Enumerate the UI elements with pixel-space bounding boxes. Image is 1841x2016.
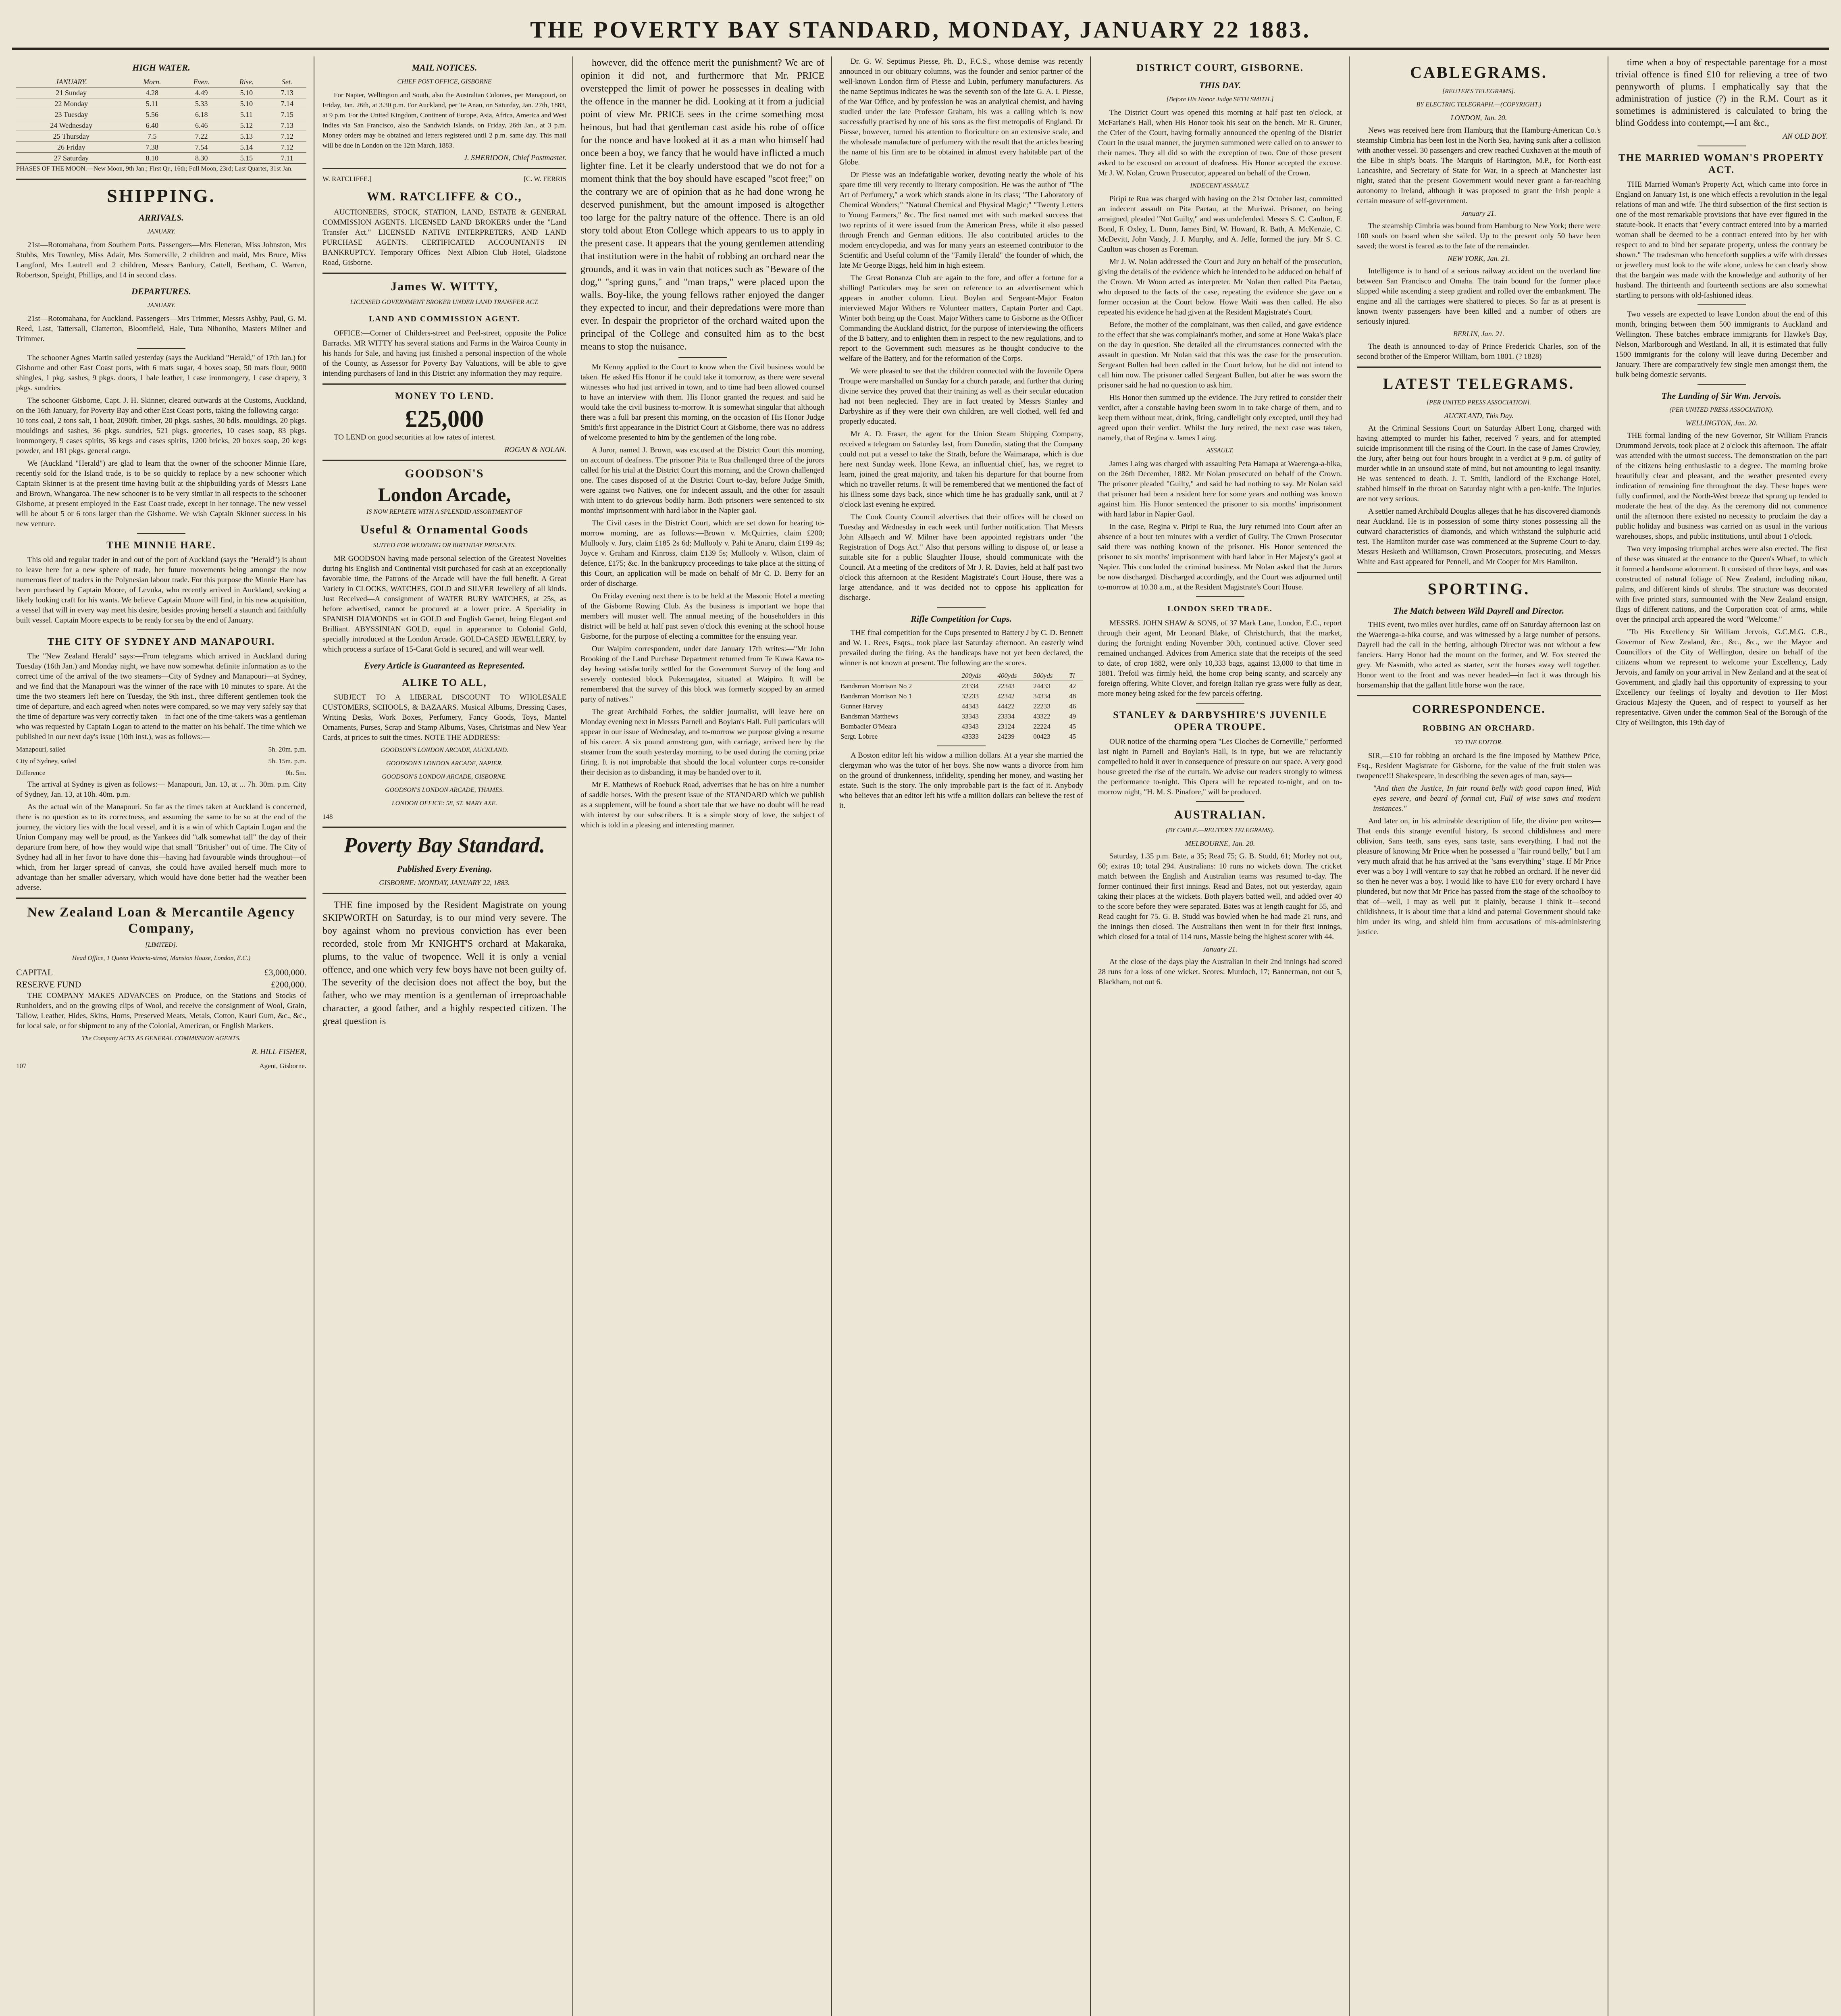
correspondence-heading: CORRESPONDENCE.: [1412, 702, 1546, 716]
tide-header: Rise.: [225, 77, 268, 87]
tide-cell: 5.15: [225, 153, 268, 164]
reserve-value: £200,000.: [271, 979, 306, 989]
this-day: THIS DAY.: [1199, 80, 1241, 90]
table-row: [16, 120, 306, 131]
news-paragraph: Mr Kenny applied to the Court to know when the Civil business would be taken. He asked His Honor if he could take it tomorrow, as there were several witnesses who had just arrived in town, and to time had been allowed counsel to have an interview with them. His Honor granted the request and said he would take the civil business to-morrow. It is somewhat singular that although there was a full bar present this morning, on the occasion of His Honor Judge Smith's first appearance in the District Court at Gisborne, there was no address of welcome presented to him by the gentlemen of the long robe.: [580, 363, 824, 442]
score-cell: 00423: [1033, 733, 1051, 740]
court-paragraph: His Honor then summed up the evidence. The Jury retired to consider their verdict, after a constable having been sworn in to take charge of them, and to keep them without meat, drink, firing, candlelight only excepted, until they had agreed upon their verdict. Whilst the Jury retired, the next case was taken, namely, that of Regina v. James Laing.: [1098, 394, 1342, 442]
score-cell: 49: [1069, 712, 1076, 720]
tide-cell: 24 Wednesday: [16, 120, 127, 131]
tide-cell: 6.40: [127, 120, 178, 131]
article-paragraph: This old and regular trader in and out of the port of Auckland (says the "Herald") is about to leave here for a new sphere of trade, her future movements being amongst the now numerous fleet of traders in the Polynesian labour trade. For this purpose the Minnie Hare has been purchased by Captain Moore, of Levuka, who recently arrived in Auckland, seeking a likely looking craft for his wants. We believe Captain Moore will find, in his new acquisition, a vessel that will in every way meet his desire, besides proving herself a staunch and faithfully built vessel. Captain Moore expects to be ready for sea by the end of January.: [16, 556, 306, 625]
score-cell: 42342: [997, 692, 1015, 700]
score-cell: 33343: [961, 712, 979, 720]
seed-heading: LONDON SEED TRADE.: [1167, 604, 1273, 613]
tide-cell: 7.54: [178, 142, 225, 153]
score-cell: 23334: [961, 682, 979, 690]
race-value: 5h. 20m. p.m.: [268, 746, 306, 753]
court-paragraph: Mr J. W. Nolan addressed the Court and Jury on behalf of the prosecution, giving the details of the evidence which he intended to be adduced on behalf of the Crown. Mr Woon acted as interpreter. Mr Nolan then called Pita Paetau, who deposed to the facts of the case, repeating the evidence she gave on a former occasion at the Court below. Howe Waiti was then called. He also repeated his evidence he had given at the Resident Magistrate's Court.: [1098, 258, 1342, 317]
section-rule: [322, 168, 566, 169]
melbourne-dateline: MELBOURNE, Jan. 20.: [1185, 839, 1255, 848]
article-paragraph: The arrival at Sydney is given as follows:— Manapouri, Jan. 13, at ... 7h. 30m. p.m. City of Sydney, Jan. 13, at 10h. 40m. p.m.: [16, 780, 306, 799]
moon-phases: PHASES OF THE MOON.—New Moon, 9th Jan.; First Qr., 16th; Full Moon, 23rd; Last Quarter, 31st Jan.: [16, 165, 293, 172]
score-cell: 45: [1069, 723, 1076, 730]
press-line: [PER UNITED PRESS ASSOCIATION].: [1426, 399, 1531, 406]
agent-row: [16, 1061, 306, 1071]
agent-name: R. HILL FISHER,: [252, 1048, 306, 1056]
divider: [1697, 384, 1746, 385]
wellington-dateline: WELLINGTON, Jan. 20.: [1685, 419, 1758, 427]
column-3: [580, 56, 824, 2016]
article-paragraph: We (Auckland "Herald") are glad to learn that the owner of the schooner Minnie Hare, recently sold for the Island trade, is to be so quickly to replace by a new schooner which Captain Skinner is at the present time having built at the shipbuilding yards of Messrs Lane and Brown, Whangaroa. The new schooner is to be very similar in all respects to the schooner Gisborne, at present employed in the East Coast trade, except in her tonnage. The new vessel will be about 5 or 6 tons larger than the Gisborne. We wish Captain Skinner success in his new venture.: [16, 459, 306, 528]
masthead-rule: [12, 48, 1829, 50]
section-rule: [16, 898, 306, 899]
column-1: [16, 56, 306, 2016]
court-paragraph: Piripi te Rua was charged with having on the 21st October last, committed an indecent assault on Pita Paetau, at the Muriwai. Prisoner, on being arraigned, pleaded "Not Guilty," and was undefended. Messrs S. C. Caulton, F. Bond, F. Oxley, L. Dunn, James Bird, W. Howard, R. Bath, A. McKenzie, C. McDevitt, John Vandy, J. J. Murphy, and A. Jelfe, formed the jury. Mr S. C. Caulton was chosen as Foreman.: [1098, 195, 1342, 254]
mail-signature: J. SHERIDON, Chief Postmaster.: [464, 154, 566, 162]
sporting-heading: SPORTING.: [1427, 580, 1530, 598]
tide-cell: 25 Thursday: [16, 131, 127, 142]
tide-cell: 27 Saturday: [16, 153, 127, 164]
table-row: [839, 711, 1083, 721]
score-cell: 48: [1069, 692, 1076, 700]
score-cell: 32233: [961, 692, 979, 700]
score-header: [839, 671, 960, 681]
race-row: [16, 756, 306, 766]
tide-cell: 7.12: [268, 142, 306, 153]
rifle-text: THE final competition for the Cups presented to Battery J by C. D. Bennett and W. L. Rees, Esqrs., took place last Saturday afternoon. An easterly wind prevailed during the firing. As the handicaps have not yet been declared, the winner is not known at present. The following are the scores.: [839, 629, 1083, 667]
divider: [937, 607, 986, 608]
table-row: [839, 731, 1083, 741]
table-row: [16, 109, 306, 120]
minnie-heading: THE MINNIE HARE.: [106, 540, 216, 551]
race-value: 0h. 5m.: [285, 769, 306, 777]
married-heading: THE MARRIED WOMAN'S PROPERTY ACT.: [1618, 152, 1824, 175]
section-rule: [322, 893, 566, 894]
column-7: [1616, 56, 1827, 2016]
ad-number-row: [322, 812, 566, 822]
table-row: [839, 721, 1083, 731]
court-paragraph: Before, the mother of the complainant, was then called, and gave evidence to the effect that she was complainant's mother, and some at Hone Waka's place on the day in question. She detailed all the circumstances connected with the assault in question. Mr Nolan said that this was the case for the prosecution. Sergeant Bullen had been called in the Court below, but he did not intend to call him now. The prisoner called Sergeant Bullen, but after he was sworn the prisoner said he had no question to ask him.: [1098, 321, 1342, 389]
opera-heading: STANLEY & DARBYSHIRE'S JUVENILE OPERA TROUPE.: [1113, 710, 1327, 733]
court-paragraph: James Laing was charged with assaulting Peta Hamapa at Waerenga-a-hika, on the 26th December, 1882. Mr Nolan prosecuted on behalf of the Crown. The prisoner pleaded "Guilty," and said he had nothing to say. Mr Nolan said that prisoner had been a resident here for some years and nothing was known against him. His Honor sentenced the prisoner to six months' imprisonment with hard labor in Napier Gaol.: [1098, 460, 1342, 519]
sydney-heading: THE CITY OF SYDNEY AND MANAPOURI.: [47, 636, 275, 647]
money-heading: MONEY TO LEND.: [395, 391, 494, 402]
before-judge: [Before His Honor Judge SETH SMITH.]: [1166, 96, 1274, 103]
score-cell: 23334: [997, 712, 1015, 720]
ratcliffe-right: [C. W. FERRIS: [524, 175, 566, 183]
telegram-paragraph: A settler named Archibald Douglas alleges that he has discovered diamonds near Auckland. He is in possession of some thirty stones possessing all the outward characteristics of diamonds, and which withstand the sulphuric acid test. The Hamilton murder case was commenced at the Supreme Court to-day. Messrs Hesketh and Williamson, Crown Prosecutors, prosecuting, and Messrs White and East appeared for Pennell, and Mr Cooper for Mrs Hamilton.: [1357, 507, 1601, 566]
race-label: Difference: [16, 769, 46, 777]
latest-heading: LATEST TELEGRAMS.: [1383, 375, 1575, 392]
press-line: (PER UNITED PRESS ASSOCIATION).: [1669, 406, 1774, 413]
tide-header: Morn.: [127, 77, 178, 87]
departures-text: 21st—Rotomahana, for Auckland. Passengers—Mrs Trimmer, Messrs Ashby, Paul, G. M. Reed, Last, Tattersall, Clatterton, Bloomfield, Hale, Tuta Nihoniho, Masters Milner and Trimmer.: [16, 314, 306, 343]
jervois-paragraph: Two very imposing triumphal arches were also erected. The first of these was situated at the entrance to the Queen's Wharf, to which it formed a handsome adornment. It consisted of three bays, and was constructed of natural foliage of New Zealand, including nikau, palms, and different kinds of shrubs. The structure was decorated with five printed stars, surmounted with the New Zealand ensign, flags of different nations, and the Corporation coat of arms, while over the principal arch appeared the word "Welcome.": [1616, 545, 1827, 624]
letter-quote: "And then the Justice, In fair round belly with good capon lined, With eyes severe, and beard of formal cut, Full of wise saws and modern instances.": [1373, 784, 1601, 813]
section-rule: [322, 827, 566, 828]
arrivals-text: 21st—Rotomahana, from Southern Ports. Passengers—Mrs Fleneran, Miss Johnston, Mrs Stubbs, Mrs Townley, Miss Adair, Mrs Somerville, 2 children and maid, Mrs Bruce, Miss Langford, Mrs Lautrell and 2 children, Messrs Banbury, Cattell, Beetham, C. Warren, Robertson, Speight, Phillips, and 14 in second class.: [16, 241, 306, 279]
loan-body: THE COMPANY MAKES ADVANCES on Produce, on the Stations and Stocks of Runholders, and on the growing clips of Wool, and receive the consignment of Wool, Grain, Tallow, Leather, Hides, Skins, Horns, Preserved Meats, Metals, Cotton, Kauri Gum, &c., &c., for local sale, or for shipment to any of the Colonial, American, or English Markets.: [16, 991, 306, 1030]
witty-title: James W. WITTY,: [391, 280, 498, 293]
tide-cell: 5.14: [225, 142, 268, 153]
tide-cell: 5.11: [127, 98, 178, 109]
court-paragraph: The District Court was opened this morning at half past ten o'clock, at McFarlane's Hall, when His Honor took his seat on the bench. Mr R. Gruner, the Crier of the Court, having formally announced the opening of the District Court in the usual manner, the jurymen summoned were called on to answer to their names. They all did so with the exception of two. One of those present asked to be excused on account of deafness. His Honor accepted the excuse. Mr J. W. Nolan, Crown Prosecutor, appeared on behalf of the Crown.: [1098, 108, 1342, 177]
score-cell: 44343: [961, 702, 979, 710]
reserve-row: [16, 979, 306, 991]
masthead: THE POVERTY BAY STANDARD, MONDAY, JANUARY 22 1883.: [530, 17, 1311, 43]
berlin-dateline: BERLIN, Jan. 21.: [1453, 330, 1505, 338]
guarantee-line: Every Article is Guaranteed as Represented.: [364, 660, 525, 671]
seed-paragraph: MESSRS. JOHN SHAW & SONS, of 37 Mark Lane, London, E.C., report through their agent, Mr Leonard Blake, of Christchurch, that the market, during the fortnight ending November 30th, continued active. Clover seed remained unchanged. Advices from America state that the receipts of the seed to date, of crop 1882, were only 10,333 bags, against 13,000 to that time in 1881. Trefoil was firmly held, the home crop being scanty, and scarcely any foreign offering. White Clover, and foreign Italian rye grass were fully as dear, more money being asked for the few parcels offering.: [1098, 619, 1342, 698]
paper-date: GISBORNE: MONDAY, JANUARY 22, 1883.: [379, 879, 510, 887]
tide-cell: 5.11: [225, 109, 268, 120]
cricket-paragraph: At the close of the days play the Australian in their 2nd innings had scored 28 runs for a loss of one wicket. Scores: Murdoch, 17; Bannerman, not out 5, Blackham, not out 6.: [1098, 958, 1342, 986]
column-6: [1357, 56, 1601, 2016]
cable-paragraph: Intelligence is to hand of a serious railway accident on the overland line between San Francisco and Omaha. The train bound for the former place slipped while ascending a steep gradient and rolled over the embankment. The engine and all the carriages were shattered to pieces. So far as at present is known twenty passengers have been killed and a number of others are seriously injured.: [1357, 267, 1601, 326]
tide-cell: 7.15: [268, 109, 306, 120]
capital-value: £3,000,000.: [264, 967, 306, 977]
tide-cell: 7.13: [268, 87, 306, 98]
score-cell: 45: [1069, 733, 1076, 740]
ad-number: 148: [322, 813, 333, 821]
leader-continued: however, did the offence merit the punishment? We are of opinion it did not, and furthermore that Mr. PRICE overstepped the limit of power he possesses in dealing with the offence in the manner he did. Looking at it from a judicial point of view Mr. PRICE sees in the crime something most heinous, but had that gentleman cast aside his robe of office for the nonce and have looked at it as a man who himself had once been a boy, we fancy that he would have inflicted a much lighter fine. Let it be clearly understood that we do not for a moment think that the boy should have escaped "scot free;" on the contrary we are of opinion that as he had done wrong he deserved punishment, but the amount imposed is altogether too large for the paltry nature of the offence. There is an old story told about Eton College which appears to us to apply in the present case. It appears that the young gentlemen attending that institution were in the habit of robbing an orchard near the grounds, and it was in vain that notices such as "Beware of the dog," "spring guns," and "man traps," were placed upon the walls. Boy-like, the young fellows rather enjoyed the danger they expected to incur, and their depredations were more than ever. In despair the proprietor of the orchard waited upon the principal of the College and consulted him as to the best means to stop the nuisance.: [580, 58, 824, 352]
column-separator: [831, 56, 832, 2016]
divider: [1196, 703, 1244, 704]
address-line: GOODSON'S LONDON ARCADE, AUCKLAND.: [380, 747, 509, 754]
score-cell: 44422: [997, 702, 1015, 710]
news-paragraph: Dr Piesse was an indefatigable worker, devoting nearly the whole of his spare time till very recently to literary composition. He was the author of "The Art of Perfumery," a work which stands alone in its class; "The Laboratory of Chemical Wonders;" "Natural Chemical and Physical Magic;" "Twenty Letters to Young Farmers," &c. The first named met with such marked success that two reprints of it were issued from the American Press, while it also passed through French and German editions. He also contributed articles to the modern encyclopedia, and was for many years an esteemed contributor to the Scientific and Useful column of the "Family Herald" the founder of which, the late Mr George Biggs, held him in high esteem.: [839, 171, 1083, 270]
married-paragraph: THE Married Woman's Property Act, which came into force in England on January 1st, is one which effects a revolution in the legal relations of man and wife. The third subsection of the first section is one of the most remarkable provisions that have ever figured in the statute-book. It enacts that "every contract entered into by a married woman shall be deemed to be a contract entered into by her with respect to and to bind her separate property, unless the contrary be shown." The tradesman who henceforth supplies a wife with dresses or jewellery must look to the wife alone, unless he can clearly show that the bargain was made with the knowledge and authority of her husband. The thirteenth and fourteenth sections are also somewhat startling to persons with old-fashioned ideas.: [1616, 180, 1827, 300]
shipping-heading: SHIPPING.: [107, 185, 216, 206]
score-cell: 24239: [997, 733, 1015, 740]
article-paragraph: The schooner Gisborne, Capt. J. H. Skinner, cleared outwards at the Customs, Auckland, on the 16th January, for Poverty Bay and other East Coast ports, taking the following cargo:—10 tons coal, 2 tons salt, 1 boat, 2090ft. timber, 20 pkgs. sashes, 30 bdls. mouldings, 20 pkgs. mouldings and sashes, 36 pkgs. sundries, 521 pkgs. groceries, 10 cases soap, 83 pkgs. ironmongery, 9 cases spirits, 36 kegs and cases spirits, 1200 bricks, 20 boxes soap, 20 kegs powder, and 181 pkgs. general cargo.: [16, 396, 306, 455]
letter-paragraph: And later on, in his admirable description of life, the divine pen writes— That ends this strange eventful history, Is second childishness and mere oblivion, Sans teeth, sans eyes, sans taste, sans everything. I had not the pleasure of knowing Mr Price when he possessed a "fair round belly," but I am very much afraid that he has arrived at the "sans everything" stage. If Mr Price ever was a boy I will venture to say that he robbed an orchard. If he never did so then he never was a boy. I would like to have £10 for every orchard I have plundered, but now that Mr Price has passed from the stage of the schoolboy to that of—well, I may as well put it plainly, because I think it—second childishness, it is about time that a kind and paternal Government should take him under its wing, and shield him from accusations of mis-administering justice.: [1357, 817, 1601, 936]
tide-cell: 5.10: [225, 87, 268, 98]
article-paragraph: As the actual win of the Manapouri. So far as the times taken at Auckland is concerned, there is no question as to its correctness, and assuming the same to be so at the end of the journey, the victory lies with the local vessel, and it is a win of which Captain Logan and the Union Company may well be proud, as the Yankees did "talk somewhat tall" the day of their departure from here, of how they would wipe that small "Britisher" out of time. The City of Sydney had all in her favor to have done this—having had favourable winds throughout—of which, from her larger spread of canvas, she could have availed herself much more to advantage than her smaller adversary, which would have done better had the weather been adverse.: [16, 803, 306, 892]
section-rule: [322, 273, 566, 274]
month-label: JANUARY.: [147, 228, 175, 235]
address-line: GOODSON'S LONDON ARCADE, GISBORNE.: [382, 773, 507, 780]
news-paragraph: The great Archibald Forbes, the soldier journalist, will leave here on Monday evening next in Messrs Parnell and Boylan's Hall. Full particulars will appear in our issue of Wednesday, and to-morrow we purpose giving a resume of his career. A six pound armstrong gun, with carriage, arrived here by the steamer from the south yesterday morning, to be used during the coming prize firing. It is not improbable that should the local volunteer corps re-consider their decision as to disbanding, it may be handed over to it.: [580, 708, 824, 777]
cable-paragraph: The steamship Cimbria was bound from Hamburg to New York; there were 100 souls on board when she sailed. Up to the present only 50 have been saved; the worst is feared as to the fate of the remainder.: [1357, 222, 1601, 250]
tide-cell: 5.13: [225, 131, 268, 142]
mail-heading: MAIL NOTICES.: [412, 62, 477, 73]
tide-table: [16, 77, 306, 164]
ratcliffe-names: [322, 174, 566, 184]
score-header: 400yds: [996, 671, 1032, 681]
tide-cell: 21 Sunday: [16, 87, 127, 98]
letter-signature: AN OLD BOY.: [1783, 132, 1827, 141]
column-2: [322, 56, 566, 2016]
score-cell: Bandsman Matthews: [840, 712, 899, 720]
tide-cell: 5.10: [225, 98, 268, 109]
article-paragraph: The schooner Agnes Martin sailed yesterday (says the Auckland "Herald," of 17th Jan.) for Gisborne and other East Coast ports, with 6 mats sugar, 4 boxes soap, 50 mats flour, 9000 shingles, 1 pkg. sashes, 9 pkgs. doors, 1 bale leather, 1 case ironmongery, 1 case drapery, 3 pkgs. sundries.: [16, 354, 306, 392]
alike-text: SUBJECT TO A LIBERAL DISCOUNT TO WHOLESALE CUSTOMERS, SCHOOLS, & BAZAARS. Musical Albums, Dressing Cases, Writing Desks, Work Boxes, Perfumery, Fancy Goods, Toys, Mantel Ornaments, Purses, Scrap and Stamp Albums, Vases, Christmas and New Year Cards, at prices to suit the times. NOTE THE ADDRESS:—: [322, 693, 566, 742]
cable-paragraph: The death is announced to-day of Prince Frederick Charles, son of the second brother of the Emperor William, born 1801. (? 1828): [1357, 342, 1601, 361]
column-separator: [572, 56, 573, 2016]
witty-text: OFFICE:—Corner of Childers-street and Peel-street, opposite the Police Barracks. MR WITTY has several stations and Farms in the Wairoa County in his hands for Sale, and having just finished a personal inspection of the whole of the County, as Assessor for Poverty Bay Valuations, will be able to give intending purchasers of land in this District any information they may require.: [322, 329, 566, 378]
jervois-paragraph: "To His Excellency Sir William Jervois, G.C.M.G. C.B., Governor of New Zealand, &c., &c., &c., we the Mayor and Councillors of the City of Wellington, desire on behalf of the citizens whom we represent to welcome your Excellency, Lady Jervois, and family on your arrival in New Zealand and at the seat of Government, and gladly hail this opportunity of expressing to your Excellency our feelings of loyalty and devotion to Her Most Gracious Majesty the Queen, and of respect to yourself as her representative. Given under the common Seal of the Borough of the City of Wellington, this 19th day of: [1616, 628, 1827, 727]
tide-cell: 8.10: [127, 153, 178, 164]
assault-heading: ASSAULT.: [1206, 447, 1234, 454]
ratcliffe-left: W. RATCLIFFE.]: [322, 175, 372, 183]
witty-sub: LICENSED GOVERNMENT BROKER UNDER LAND TRANSFER ACT.: [350, 299, 539, 306]
arcade-replete: IS NOW REPLETE WITH A SPLENDID ASSORTMENT OF: [366, 508, 522, 515]
capital-row: [16, 966, 306, 979]
indecent-heading: INDECENT ASSAULT.: [1190, 182, 1250, 189]
score-cell: Bandsman Morrison No 1: [840, 692, 912, 700]
news-paragraph: We were pleased to see that the children connected with the Juvenile Opera Troupe were marshalled on Sunday for a church parade, and further that during divine service they proved that their training as well as their secular education had not been neglected. They are in fact treated by Messrs Stanley and Darbyshire as if they were their own children, are well clothed, well fed and properly educated.: [839, 367, 1083, 426]
score-cell: 42: [1069, 682, 1076, 690]
paper-title: Poverty Bay Standard.: [343, 833, 545, 857]
telegram-paragraph: At the Criminal Sessions Court on Saturday Albert Long, charged with having attempted to murder his father, received 7 years, and for attempted suicide imprisonment till the rising of the Court. In the case of James Crowley, the Jury, after being out four hours brought in a verdict at 9 p.m. of guilty of murder while in an unsound state of mind, but not amounting to legal insanity. He was sentenced to death. J. T. Smith, landlord of the Exchange Hotel, stabbed himself in the throat on Saturday night with a pen-knife. The injuries are not very serious.: [1357, 424, 1601, 503]
sporting-paragraph: THIS event, two miles over hurdles, came off on Saturday afternoon last on the Waerenga-a-hika course, and was witnessed by a large number of persons. Dayrell had the call in the betting, although Director was not without a few fanciers. Harry Honor had the mount on the former, and W. Fox steered the grey. Mr Nasmith, who acted as starter, sent the horses away well together. Honor went to the front and was never headed—in fact it was through his horsemanship that the gallant little horse won the race.: [1357, 621, 1601, 689]
news-paragraph: Our Waipiro correspondent, under date January 17th writes:—"Mr John Brooking of the Land Purchase Department returned from Te Kuwa Kawa to-day having satisfactorily settled for the Government Survey of the long and severely contested block Pukemagatea, situated at Waipiro. It will be remembered that the survey of this block was formerly stopped by an armed party of natives.": [580, 645, 824, 704]
opera-paragraph: OUR notice of the charming opera "Les Cloches de Corneville," performed last night in Parnell and Boylan's Hall, is in type, but we are reluctantly compelled to hold it over in consequence of pressure on our space. A very good house greeted the rise of the curtain. We advise our readers strongly to witness the performance to-night. This Opera will be repeated to-night, and on to-morrow night, "H. M. S. Pinafore," will be produced.: [1098, 737, 1342, 796]
mail-text: For Napier, Wellington and South, also the Australian Colonies, per Manapouri, on Friday, Jan. 26th, at 3.30 p.m. For Auckland, per Te Anau, on Saturday, Jan. 27th, 1883, at 9 p.m. For the United Kingdom, Continent of Europe, Asia, Africa, America and West Indies via San Francisco, also the Sandwich Islands, on Friday, 26th Jan., at 3 p.m. Money orders may be obtained and letters registered until 2 p.m. same day. This mail will be due in London on the 12th March, 1883.: [322, 91, 566, 149]
jervois-heading: The Landing of Sir Wm. Jervois.: [1661, 391, 1782, 401]
robbing-heading: ROBBING AN ORCHARD.: [1423, 724, 1535, 733]
jervois-paragraph: THE formal landing of the new Governor, Sir William Francis Drummond Jervois, took place at 2 o'clock this afternoon. The affair was attended with the utmost success. The demonstration on the part of the citizens being enthusiastic to a degree. The morning broke beautifully clear and pleasant, and the weather presented every indication of remaining fine throughout the day. These hopes were fully confirmed, and the North-West breeze that sprung up tended to moderate the heat of the day. As the ceremony did not commence until the afternoon there existed no necessity to proclaim the day a public holiday and business was carried on as usual in the various warehouses, shops, and public institutions, until about 1 o'clock.: [1616, 431, 1827, 541]
tide-cell: 7.5: [127, 131, 178, 142]
useful-goods: Useful & Ornamental Goods: [360, 523, 529, 536]
score-cell: 34334: [1033, 692, 1051, 700]
amount-text: TO LEND on good securities at low rates of interest.: [334, 433, 496, 442]
divider: [1196, 596, 1244, 597]
tide-header: Set.: [268, 77, 306, 87]
section-rule: [322, 383, 566, 385]
auckland-dateline: AUCKLAND, This Day.: [1444, 412, 1514, 420]
month-label: JANUARY.: [147, 302, 175, 309]
tide-cell: 7.11: [268, 153, 306, 164]
suited-for: SUITED FOR WEDDING OR BIRTHDAY PRESENTS.: [373, 542, 516, 549]
electric-line: BY ELECTRIC TELEGRAPH.—(COPYRIGHT.): [1416, 101, 1541, 108]
london-dateline: LONDON, Jan. 20.: [1450, 114, 1507, 122]
table-row: [16, 142, 306, 153]
score-cell: 22343: [997, 682, 1015, 690]
race-label: City of Sydney, sailed: [16, 757, 77, 765]
table-row: [16, 153, 306, 164]
race-row: [16, 768, 306, 778]
tide-cell: 5.12: [225, 120, 268, 131]
score-cell: 23124: [997, 723, 1015, 730]
column-separator: [1090, 56, 1091, 2016]
table-row: [16, 87, 306, 98]
by-cable: (BY CABLE.—REUTER'S TELEGRAMS).: [1165, 827, 1275, 834]
news-paragraph: A Juror, named J. Brown, was excused at the District Court this morning, on account of deafness. The prisoner Pita te Rua challenged three of the jurors called for his trial at the District Court this morning, and the Crown challenged one. The cases disposed of at the District Court to-day, before Judge Smith, were against two Natives, one for indecent assault, and the other for assault with intent to do grievous bodily harm. Both prisoners were sentenced to six months' imprisonment with hard labor in the Napier gaol.: [580, 446, 824, 515]
news-paragraph: Dr. G. W. Septimus Piesse, Ph. D., F.C.S., whose demise was recently announced in our obituary columns, was the founder and senior partner of the well-known London firm of Piesse and Lubin, perfumery manufacturers. As the name Septimus indicates he was the seventh son of the late G. A. I. Piesse, of the War Office, and by profession he was an analytical chemist, and having studied under the late Professor Graham, his was a calling which is now successfully practised by one of his sons as the first metropolis of England. Dr Piesse, however, turned his attention to floriculture on an extensive scale, and the wholesale manufacture of perfumery with the result that the articles bearing the name of his firm are to be obtained in almost every habitable part of the Globe.: [839, 57, 1083, 167]
departures-heading: DEPARTURES.: [131, 286, 191, 296]
tide-cell: 7.13: [268, 120, 306, 131]
news-paragraph: Mr A. D. Fraser, the agent for the Union Steam Shipping Company, received a telegram on Saturday last, from Dunedin, stating that the Company could not put a vessel to take the Strath, before the Waimarapa, which is due here next Sunday week. Hone Kewa, an influential chief, has, we regret to learn, joined the great majority, and taken his departure for that bourne from which no traveller returns. It will be remembered that we mentioned the fact of his illness some days back, since which time he has gradually sank, until at 7 o'clock last evening he expired.: [839, 430, 1083, 509]
news-paragraph: The Cook County Council advertises that their offices will be closed on Tuesday and Wednesday in each week until further notification. That Messrs John Allsaech and W. Milner have been appointed registrars under "the Registration of Dogs Act." Also that persons willing to dispose of, or lease a suitable site for a public Slaughter House, should communicate with the Council. At a meeting of the creditors of Mr J. R. Davies, held at half past two o'clock this afternoon at the Resident Magistrate's Court House, there was a large attendance, and it was decided not to oppose his application for discharge.: [839, 513, 1083, 602]
letter-continued: time when a boy of respectable parentage for a most trivial offence is fined £10 for relieving a tree of two pennyworth of plums. I emphatically say that the administration of justice (?) in the R.M. Court as it sometimes is administered is calculated to bring the blind Goddess into contempt,—I am &c.,: [1616, 57, 1827, 128]
column-separator: [1349, 56, 1350, 2016]
reuters-line: [REUTER'S TELEGRAMS].: [1442, 88, 1516, 95]
loan-office: Head Office, 1 Queen Victoria-street, Mansion House, London, E.C.): [72, 955, 251, 962]
ratcliffe-text: AUCTIONEERS, STOCK, STATION, LAND, ESTATE & GENERAL COMMISSION AGENTS. LICENSED LAND BROKERS under the "Land Transfer Act." LICENSED NATIVE INTERPRETERS, AND LAND PURCHASE AGENTS. CERTIFICATED ACCOUNTANTS IN BANKRUPTCY. Temporary Offices—Next Albion Club Hotel, Gladstone Road, Gisborne.: [322, 208, 566, 267]
section-rule: [322, 460, 566, 461]
tide-cell: 8.30: [178, 153, 225, 164]
court-heading: DISTRICT COURT, GISBORNE.: [1136, 62, 1304, 73]
tide-cell: 5.56: [127, 109, 178, 120]
tide-header: JANUARY.: [16, 77, 127, 87]
article-paragraph: The "New Zealand Herald" says:—From telegrams which arrived in Auckland during Tuesday (16th Jan.) and Monday night, we have now somewhat definite information as to the correct time of the arrival of the two steamers—City of Sydney and Manapouri—at Sydney, and we find that the Manapouri was the winner of the race with 10 minutes to spare. At the time the two steamers left here on Tuesday, the 9th inst., three different gentlemen took the time of departure, and each agreed when notes were compared, so we may very safely say that the time of departure was very correctly taken—in fact one of the time-takers was a gentleman who was requested by Captain Logan to attend to the matter on his behalf. The time which we published in our next day's issue (10th inst.), was as follows:—: [16, 652, 306, 741]
score-cell: Bombadier O'Meara: [840, 723, 897, 730]
tide-cell: 4.28: [127, 87, 178, 98]
score-cell: 22233: [1033, 702, 1051, 710]
score-cell: 46: [1069, 702, 1076, 710]
news-paragraph: The Civil cases in the District Court, which are set down for hearing to-morrow morning, are as follows:—Brown v. McQuirries, claim £200; Mullooly v. Jury, claim £185 2s 6d; Mullooly v. Pahi te Anaru, claim £199 4s; Joyce v. Graham and Kinross, claim £139 5s; Mullooly v. Wilson, claim of defence, £175; &c. In the bankruptcy proceedings to take place at the sitting of this Court, an application will be made on behalf of Mr C. D. Berry for an order of discharge.: [580, 519, 824, 588]
london-office: LONDON OFFICE: 58, ST. MARY AXE.: [391, 800, 497, 807]
score-cell: 43333: [961, 733, 979, 740]
tide-cell: 7.14: [268, 98, 306, 109]
cablegrams-heading: CABLEGRAMS.: [1410, 63, 1548, 81]
column-5: [1098, 56, 1342, 2016]
news-paragraph: On Friday evening next there is to be held at the Masonic Hotel a meeting of the Gisborne Rowing Club. As the business is important we hope that members will muster well. The annual meeting of the householders in this district will be held at half past seven o'clock this evening at the school house Gisborne, for the purpose of electing a committee for the ensuing year.: [580, 592, 824, 641]
tide-cell: 5.33: [178, 98, 225, 109]
tide-title: HIGH WATER.: [132, 62, 190, 73]
section-rule: [1357, 367, 1601, 368]
agent-place: Agent, Gisborne.: [259, 1062, 306, 1070]
loan-limited: [LIMITED].: [145, 941, 177, 948]
tide-cell: 7.38: [127, 142, 178, 153]
goodson-heading: GOODSON'S: [405, 467, 484, 480]
score-header: 500yds: [1032, 671, 1068, 681]
score-cell: 43322: [1033, 712, 1051, 720]
tide-cell: 6.46: [178, 120, 225, 131]
address-line: GOODSON'S LONDON ARCADE, THAMES.: [385, 787, 504, 793]
score-cell: 43343: [961, 723, 979, 730]
loan-company-title: New Zealand Loan & Mercantile Agency Company,: [27, 905, 295, 936]
table-row: [839, 701, 1083, 711]
race-value: 5h. 15m. p.m.: [268, 757, 306, 765]
divider: [137, 629, 185, 630]
mail-sub: CHIEF POST OFFICE, GISBORNE: [397, 78, 492, 85]
section-rule: [16, 179, 306, 180]
published-line: Published Every Evening.: [397, 864, 492, 874]
alike-heading: ALIKE TO ALL,: [402, 677, 487, 688]
match-heading: The Match between Wild Dayrell and Director.: [1393, 606, 1564, 616]
divider: [137, 348, 185, 349]
score-cell: Sergt. Lobree: [840, 733, 878, 740]
leader-paragraph: THE fine imposed by the Resident Magistrate on young SKIPWORTH on Saturday, is to our mind very severe. The boy against whom no previous conviction has ever been recorded, stole from Mr KNIGHT'S orchard at Makaraka, plums, to the value of twopence. Well it is only a venial offence, and one which very few boys have not been guilty of. The severity of the decision does not affect the boy, but the father, who we may mention is a gentleman of irreproachable character, a good father, and a highly respected citizen. The great question is: [322, 900, 566, 1027]
section-rule: [1357, 695, 1601, 696]
race-label: Manapouri, sailed: [16, 746, 66, 753]
table-row: [16, 131, 306, 142]
table-row: [16, 98, 306, 109]
ad-number: 107: [16, 1062, 27, 1070]
table-row: [839, 691, 1083, 701]
race-row: [16, 744, 306, 754]
letter-paragraph: SIR,—£10 for robbing an orchard is the fine imposed by Matthew Price, Esq., Resident Magistrate for Gisborne, for the value of the fruit stolen was twopence!!! Shakespeare, in describing the seven ages of man, says—: [1357, 752, 1601, 780]
tide-cell: 22 Monday: [16, 98, 127, 109]
news-paragraph: The Great Bonanza Club are again to the fore, and offer a fortune for a shilling! Particulars may be seen on reference to an advertisement which appears in another column. Lieut. Boylan and Sergeant-Major Featon interviewed Major Withers re Volunteer matters, Captain Porter and Capt. Winter both being up the Coast. Major Withers came to Gisborne as the Officer Commanding the Auckland district, for the purpose of interviewing the officers of the B battery, and to enlighten them in respect to the new regulations, and to report to the Government such measures as he thought conducive to the welfare of the Battery, and for the reformation of the Corps.: [839, 274, 1083, 363]
tide-cell: 4.49: [178, 87, 225, 98]
cricket-paragraph: Saturday, 1.35 p.m. Bate, a 35; Read 75; G. B. Studd, 61; Morley not out, 60; extras 10; total 294. Australians: 10 runs no wickets down. The cricket match between the English and Australian teams was resumed to-day. The former continued their first innings. Read and Bates, not out yesterday, again taking their places at the wickets. Both players batted well, and added over 40 to the score before they were separated. Bates was at length caught for 55, and Read caught for 75. G. B. Studd was bowled when he had made 21 runs, and the innings then closed. The Australians then went in for their first innings, which closed for a total of 114 runs, Massie being the highest scorer with 44.: [1098, 852, 1342, 941]
witty-sub2: LAND AND COMMISSION AGENT.: [369, 314, 520, 323]
score-cell: Gunner Harvey: [840, 702, 883, 710]
ratcliffe-title: WM. RATCLIFFE & CO.,: [367, 190, 522, 203]
tide-cell: 7.22: [178, 131, 225, 142]
score-cell: Bandsman Morrison No 2: [840, 682, 912, 690]
news-paragraph: Mr E. Matthews of Roebuck Road, advertises that he has on hire a number of saddle horses. With the present issue of the STANDARD which we publish as a supplement, will be found a short tale that we have no doubt will be read with interest by our subscribers. It is a simple story of love, the subject of which is told in a pleasing and interesting manner.: [580, 781, 824, 829]
capital-label: CAPITAL: [16, 967, 53, 977]
tide-cell: 26 Friday: [16, 142, 127, 153]
score-cell: 22224: [1033, 723, 1051, 730]
score-cell: 24433: [1033, 682, 1051, 690]
section-rule: [1357, 572, 1601, 573]
rifle-heading: Rifle Competition for Cups.: [911, 614, 1012, 624]
to-editor: TO THE EDITOR.: [1455, 739, 1503, 746]
arcade-title: London Arcade,: [378, 484, 511, 506]
news-paragraph: A Boston editor left his widow a million dollars. At a year she married the clergyman who was the tutor of her boys. She now wants a divorce from him on the ground of drunkenness, infidelity, spending her money, and wasting her estate. Such is the story. The only improbable part is the fact of it. Anybody who believes that an editor left his wife a million dollars can believe the rest of it.: [839, 751, 1083, 810]
divider: [1196, 801, 1244, 802]
scores-table: [839, 671, 1083, 741]
rogan-signature: ROGAN & NOLAN.: [504, 446, 566, 454]
reserve-label: RESERVE FUND: [16, 979, 81, 989]
goodson-text: MR GOODSON having made personal selection of the Greatest Novelties during his English and Continental visit purchased for cash at an exceptionally favorable time, the Patrons of the Arcade will have the full benefit. A Great Variety in CLOCKS, WATCHES, GOLD and SILVER Jewellery of all kinds. Just Received—A consignment of WATER BURY WATCHES, at 25s, as before advertised, cannot be procured at a lower price. A Speciality in SPANISH DIAMONDS set in GOLD and English Garnet, being Elegant and Brilliant. ABYSSINIAN GOLD, equal in appearance to Colonial Gold, specially introduced at the London Arcade. GOLD-CASED JEWELLERY, by which process a surface of 15-Carat Gold is secured, and will wear well.: [322, 554, 566, 654]
court-paragraph: In the case, Regina v. Piripi te Rua, the Jury returned into Court after an absence of a bout ten minutes with a verdict of Guilty. The Crown Prosecutor said there was nothing known of the prisoner. His Honor sentenced the prisoner to six months' imprisonment with hard labor in Her Majesty's gaol at Napier. This concluded the criminal business. Mr Nolan asked that the Jurors be now discharged. Discharged accordingly, and the Court was adjourned until to-morrow at 10.30 a.m., at the Resident Magistrate's Court House.: [1098, 523, 1342, 591]
tide-cell: 7.12: [268, 131, 306, 142]
cable-paragraph: News was received here from Hamburg that the Hamburg-American Co.'s steamship Cimbria has been lost in the North Sea, having sunk after a collision with another vessel. 30 passengers and crew reached Cuxhaven at the mouth of the Elbe in ship's boats. The Marquis of Hartington, M.P., for North-east Lancashire, and Secretary of State for War, in a speech at Manchester last night, stated that the present Government would never grant a far-reaching autonomy to Ireland, although it was proposed to grant the Irish people a certain measure of self-government.: [1357, 126, 1601, 205]
column-4: [839, 56, 1083, 2016]
score-header: Tl: [1068, 671, 1083, 681]
newyork-dateline: NEW YORK, Jan. 21.: [1448, 254, 1510, 262]
tide-cell: 6.18: [178, 109, 225, 120]
divider: [137, 533, 185, 534]
loan-amount: £25,000: [405, 406, 484, 432]
australian-heading: AUSTRALIAN.: [1174, 808, 1266, 821]
news-paragraph: Two vessels are expected to leave London about the end of this month, bringing between them 500 immigrants to Auckland and Wellington. These batches embrace immigrants for Hawke's Bay, Nelson, Marlborough and Westland. In all, it is estimated that fully 1500 immigrants for the colony will leave during December and January. There are comparatively few single men amongst them, the bulk being domestic servants.: [1616, 310, 1827, 379]
address-line: GOODSON'S LONDON ARCADE, NAPIER.: [386, 760, 503, 767]
arrivals-heading: ARRIVALS.: [139, 212, 184, 223]
tide-cell: 23 Tuesday: [16, 109, 127, 120]
score-header: 200yds: [960, 671, 996, 681]
tide-header: Even.: [178, 77, 225, 87]
jan21-dateline: January 21.: [1461, 209, 1496, 217]
divider: [1697, 304, 1746, 305]
divider: [678, 357, 727, 358]
jan21-dateline: January 21.: [1202, 945, 1238, 953]
table-row: [839, 681, 1083, 691]
loan-acts: The Company ACTS AS GENERAL COMMISSION AGENTS.: [82, 1035, 241, 1042]
